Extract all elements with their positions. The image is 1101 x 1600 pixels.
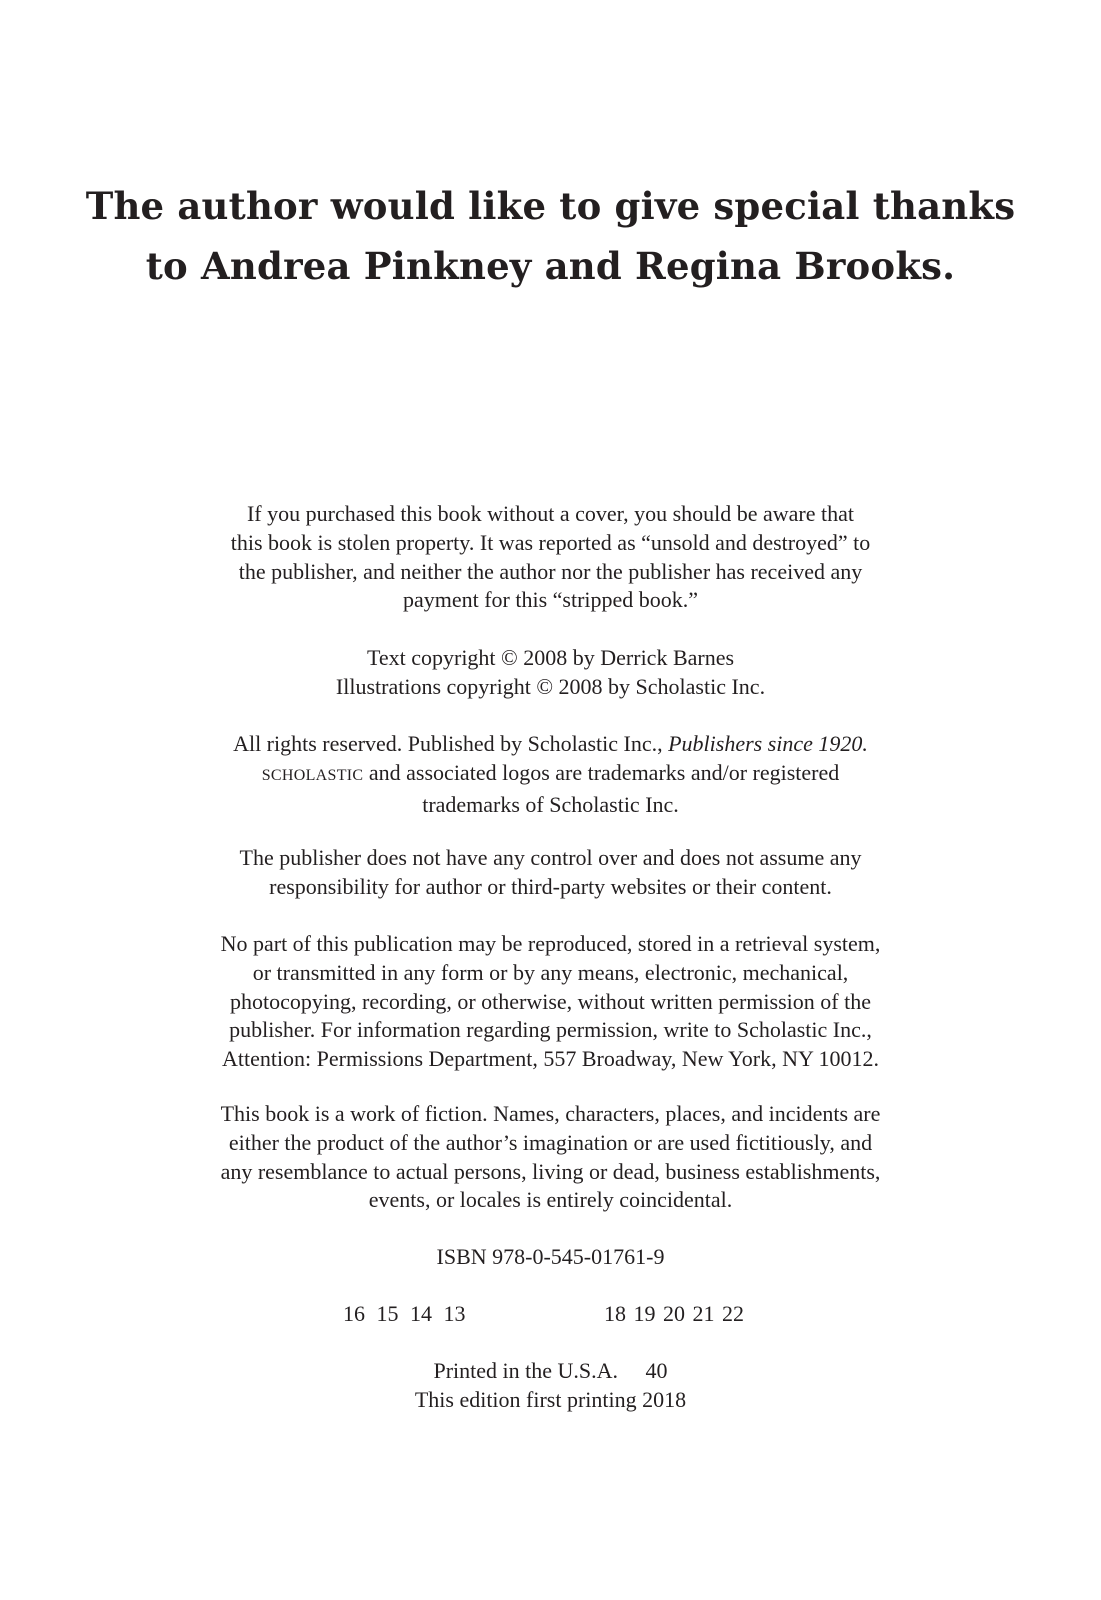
notice-line: this book is stolen property. It was reported as “unsold and destroyed” to bbox=[230, 529, 871, 555]
rights-line bbox=[0, 730, 1101, 759]
dedication bbox=[0, 176, 1101, 296]
reproduction-line: publisher. For information regarding permission, write to Scholastic Inc., bbox=[229, 1017, 872, 1043]
notice-line: the publisher, and neither the author nor the publisher has received any bbox=[238, 558, 863, 584]
dedication-line: The author would like to give special thanks bbox=[85, 184, 1016, 228]
isbn bbox=[0, 1243, 1101, 1272]
fiction-line: any resemblance to actual persons, living or dead, business establishments, bbox=[220, 1158, 881, 1184]
fiction-disclaimer bbox=[0, 1100, 1101, 1215]
trademark-line bbox=[0, 759, 1101, 791]
reproduction-line: Attention: Permissions Department, 557 Broadway, New York, NY 10012. bbox=[221, 1046, 880, 1072]
trademark-text: and associated logos are trademarks and/or registered bbox=[363, 759, 840, 785]
scholastic-trademark: SCHOLASTIC bbox=[261, 766, 364, 784]
rights-text: All rights reserved. Published by Scholastic Inc., bbox=[233, 731, 669, 756]
printing-info bbox=[0, 1357, 1101, 1415]
fiction-line: either the product of the author’s imagination or are used fictitiously, and bbox=[228, 1129, 873, 1155]
disclaimer-line: The publisher does not have any control over and does not assume any bbox=[239, 845, 862, 870]
publishers-since: Publishers since 1920. bbox=[668, 731, 868, 756]
text-copyright: Text copyright © 2008 by Derrick Barnes bbox=[366, 645, 735, 670]
reproduction-line: photocopying, recording, or otherwise, without written permission of the bbox=[230, 988, 871, 1014]
reproduction-notice bbox=[0, 930, 1101, 1074]
fiction-line: events, or locales is entirely coincidental. bbox=[368, 1187, 733, 1213]
notice-line: If you purchased this book without a cover, you should be aware that bbox=[246, 501, 855, 526]
isbn-number: ISBN 978-0-545-01761-9 bbox=[436, 1244, 665, 1269]
reproduction-line: No part of this publication may be reproduced, stored in a retrieval system, bbox=[220, 931, 881, 956]
disclaimer-line: responsibility for author or third-party websites or their content. bbox=[269, 873, 832, 899]
printed-in: Printed in the U.S.A. 40 bbox=[433, 1358, 668, 1383]
rights-notice bbox=[0, 730, 1101, 819]
websites-disclaimer bbox=[0, 844, 1101, 902]
printing-numbers-left: 16 15 14 13 bbox=[343, 1301, 466, 1326]
illustrations-copyright: Illustrations copyright © 2008 by Scholastic Inc. bbox=[335, 673, 766, 699]
notice-line: payment for this “stripped book.” bbox=[402, 587, 699, 613]
reproduction-line: or transmitted in any form or by any means, electronic, mechanical, bbox=[252, 959, 849, 985]
edition-printing: This edition first printing 2018 bbox=[414, 1386, 687, 1412]
fiction-line: This book is a work of fiction. Names, characters, places, and incidents are bbox=[220, 1101, 881, 1126]
copyright-notice bbox=[0, 644, 1101, 702]
printing-line bbox=[0, 1300, 1101, 1330]
trademark-line: trademarks of Scholastic Inc. bbox=[422, 791, 679, 817]
dedication-line: to Andrea Pinkney and Regina Brooks. bbox=[145, 244, 956, 288]
stripped-book-notice bbox=[0, 500, 1101, 615]
printing-numbers-right: 18 19 20 21 22 bbox=[604, 1301, 744, 1326]
